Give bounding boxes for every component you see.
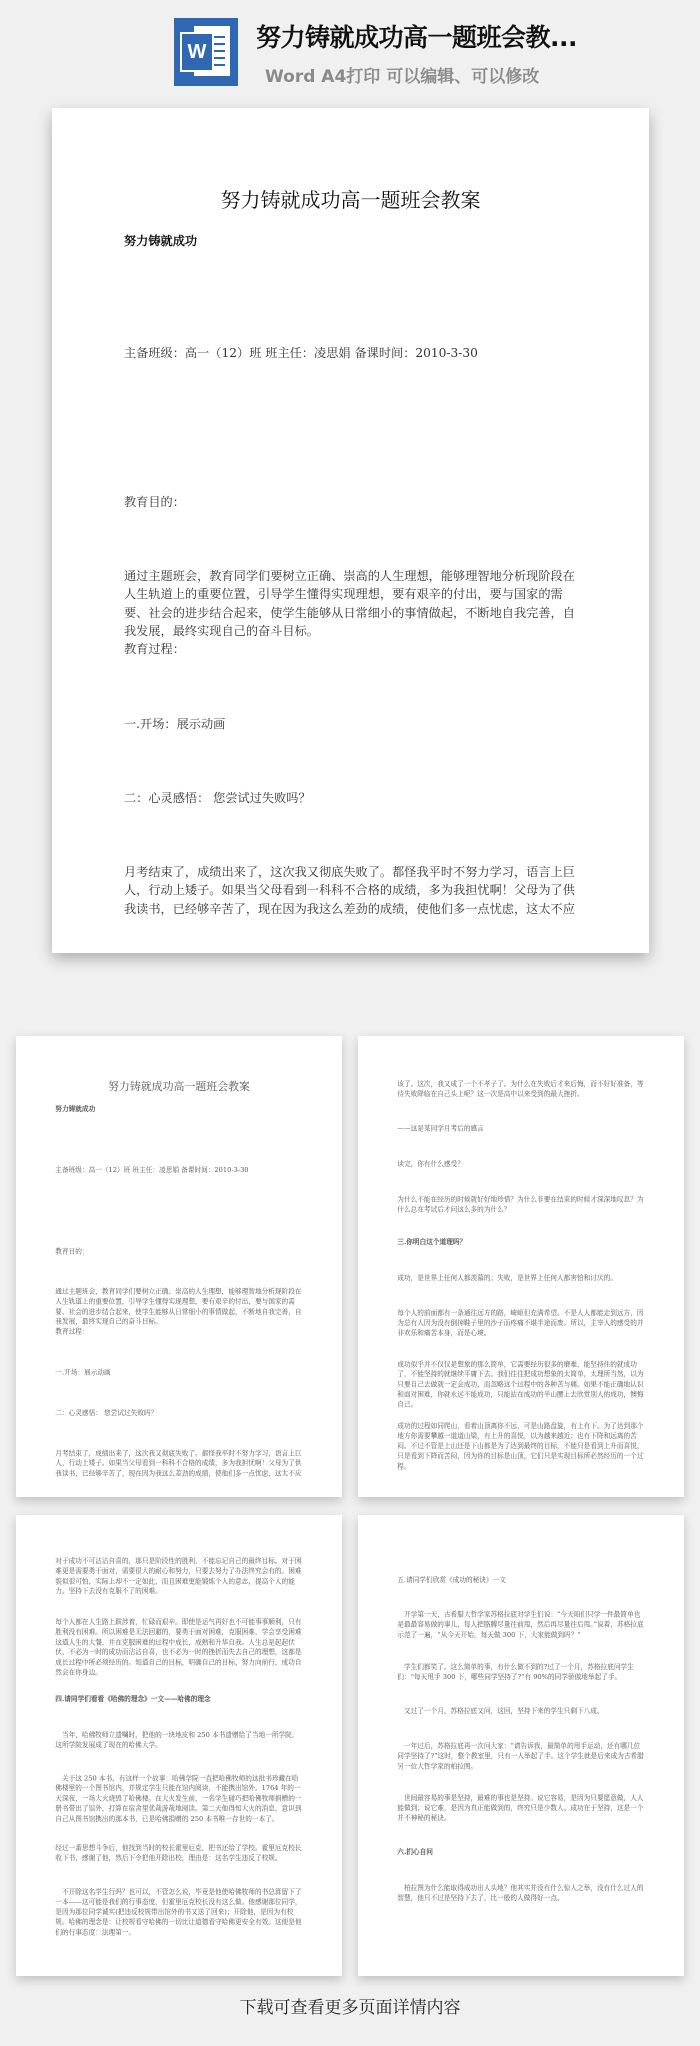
paragraph: 关于这 250 本书，有这样一个故事：哈佛学院一直把哈佛牧师的这批书珍藏在哈佛楼里的一个图书馆内，并规定学生只能在馆内阅读，不能携出馆外。1764 年的一天深夜，一场大火烧毁了哈佛楼。在大火发生前，一名学生碰巧把哈佛牧师捐赠的一册书带出了馆外，打算在宿舍里优哉游哉地阅读。第二天他得知大火的消息，意识到自己从图书馆携出的那本书，已是哈佛捐赠的 250 本书唯一存世的一本了。 — [55, 1774, 302, 1823]
paragraph: 为什么不能在经历的时候就好好地珍惜？为什么非要在结束的时候才深深地叹息？为什么总在考试后才问这么多的为什么？ — [397, 1195, 644, 1214]
process-heading: 教育过程： — [124, 642, 185, 656]
paragraph: 成功的过程如同爬山，看着山顶离你不远，可是山路盘旋，有上有下。为了达到那个地方你需要攀越一道道山梁，有上升的喜悦，以为越来越近；也有下降和远离的苦闷。不过不管是上山还是下山都是为了达到最终的目标，不能只是看到上升而喜悦，只是看到下降而苦闷，因为你的目标是山顶，它们只是实现目标所必然经历的一个过程。 — [397, 1422, 644, 1470]
section-heading: 四.请同学们看看《哈佛的理念》一文——哈佛的理念 — [55, 1695, 211, 1703]
step-2: 二：心灵感悟： 您尝试过失败吗？ — [55, 1408, 158, 1417]
page-thumbnail-1[interactable] — [16, 1036, 342, 1497]
paragraph: 该了。这次，我又成了一个不孝子了。为什么在失败后才来后悔，而不好好准备，等待失败降临在自己头上呢？这一次是高中以来受到的最大挫折。 — [397, 1080, 644, 1098]
word-letter: W — [180, 32, 214, 72]
download-more-hint[interactable]: 下载可查看更多页面详情内容 — [239, 1998, 461, 2018]
paragraph: 五.请同学们欣赏《成功的秘诀》一文 — [397, 1576, 506, 1584]
paragraph: 读完，你有什么感受？ — [397, 1159, 464, 1168]
page-thumbnail-2[interactable] — [358, 1036, 684, 1497]
step-1: 一.开场：展示动画 — [124, 717, 226, 731]
paragraph: 开学第一天，古希腊大哲学家苏格拉底对学生们说：“今天咱们只学一件最简单也是最最容易做的事儿，每人把胳膊尽量往前甩，然后再尽量往后甩。”说着，苏格拉底示范了一遍，“从今天开始，每天做 300 下，大家能做到吗？” — [397, 1610, 644, 1639]
goal-text: 通过主题班会，教育同学们要树立正确、崇高的人生理想，能够理智地分析现阶段在人生轨道上的重要位置，引导学生懂得实现理想，要有艰辛的付出，要与国家的需要、社会的进步结合起来，使学生能够从日常细小的事情做起，不断地自我完善，自我发展，最终实现自己的奋斗目标。 — [55, 1287, 302, 1326]
paragraph: ——这是某同学月考后的感言 — [397, 1124, 484, 1133]
paragraph: 当年，哈佛牧师立遗嘱时，把他的一块地皮和 250 本书遗赠给了当地一所学院，这所学院发展成了现在的哈佛大学。 — [55, 1731, 299, 1749]
doc-title: 努力铸就成功高一题班会教案 — [108, 1079, 250, 1093]
paragraph: 经过一番思想斗争后，他找到当时的校长霍里厄克，把书还给了学校。霍里厄克校长收下书，感谢了他，然后下令把他开除出校，理由是：这名学生违反了校规。 — [55, 1844, 302, 1862]
paragraph: 不开除这名学生行吗？也可以，不管怎么说，毕竟是他使哈佛牧师的书总算留下了一本——这可能是我们的行事态度，但霍里厄克校长没有这么做。他感谢那位同学，是因为那位同学诚实(把违反校规带出馆外的书又送了回来)；开除他，是因为有校规。哈佛的理念是：让校规看守哈佛的一切比让道德看守哈佛更安全有效。这便是他们的行事态度：法理第一。 — [55, 1887, 302, 1936]
process-heading: 教育过程： — [55, 1327, 89, 1336]
story-text: 月考结束了，成绩出来了，这次我又彻底失败了。都怪我平时不努力学习，语言上巨人，行动上矮子。如果当父母看到一科科不合格的成绩，多为我担忧啊！父母为了供我读书，已经够辛苦了，现在因为我这么差劲的成绩，使他们多一点忧虑，这太不应 — [124, 865, 575, 916]
paragraph: 一年过后，苏格拉底再一次问大家：“请告诉我，最简单的甩手运动，还有哪几位同学坚持了?”这时，整个教室里，只有一人举起了手。这个学生就是后来成为古希腊另一位大哲学家的柏拉图。 — [397, 1742, 644, 1770]
paragraph: 世间最容易的事是坚持，最难的事也是坚持。说它容易，是因为只要愿意做，人人能做到；说它难，是因为真正能做到的，终究只是少数人。成功在于坚持，这是一个并不神秘的秘诀。 — [397, 1794, 644, 1822]
paragraph: 又过了一个月，苏格拉底又问，这回，坚持下来的学生只剩下八成。 — [397, 1707, 604, 1715]
document-subtitle: Word A4打印 可以编辑、可以修改 — [265, 67, 540, 87]
paragraph: 柏拉图为什么能取得成功出人头地？他其实并没有什么惊人之举，没有什么过人的智慧，他只不过是坚持下去了，比一般的人做得好一点。 — [397, 1884, 644, 1902]
paragraph: 成功，是世界上任何人都羡慕的；失败，是世界上任何人都害怕和讨厌的。 — [397, 1274, 617, 1282]
section-heading: 六.扪心自问 — [397, 1848, 433, 1856]
goal-text: 通过主题班会，教育同学们要树立正确、崇高的人生理想，能够理智地分析现阶段在人生轨道上的重要位置，引导学生懂得实现理想，要有艰辛的付出，要与国家的需要、社会的进步结合起来，使学生能够从日常细小的事情做起，不断地自我完善，自我发展，最终实现自己的奋斗目标。 — [124, 569, 575, 639]
doc-title: 努力铸就成功高一题班会教案 — [220, 188, 481, 212]
paragraph: 对于成功不可沾沾自喜的，那只是阶段性的胜利，不能忘记自己的最终目标。对于困难更是需要勇于面对，需要很大的耐心和努力，只要去努力了办法终究会有的。困难貌似很可怕，实际上却不一定如此，而且困难更能锻炼个人的意志，提高个人的能力。坚持下去没有克服不了的困难。 — [55, 1557, 302, 1595]
section-heading: 三.你明白这个道理吗？ — [397, 1238, 467, 1246]
goal-heading: 教育目的： — [124, 495, 185, 509]
document-title: 努力铸就成功高一题班会教... — [256, 23, 577, 52]
doc-info: 主备班级：高一（12）班 班主任：凌思娟 备课时间：2010-3-30 — [55, 1165, 249, 1174]
goal-heading: 教育目的： — [55, 1247, 89, 1255]
page-thumbnail-3[interactable] — [16, 1515, 342, 1976]
doc-info: 主备班级：高一（12）班 班主任：凌思娟 备课时间：2010-3-30 — [124, 346, 478, 360]
page-thumbnail-4[interactable] — [358, 1515, 684, 1976]
step-2: 二：心灵感悟： 您尝试过失败吗？ — [124, 791, 311, 805]
paragraph: 学生们都笑了。这么简单的事，有什么做不到的?过了一个月，苏格拉底问学生们：“每天甩手 300 下，哪些同学坚持了?”有 90%的同学骄傲地举起了手。 — [397, 1662, 634, 1681]
doc-subtitle: 努力铸就成功 — [55, 1104, 96, 1113]
paragraph: 每个人都在人生路上跋涉着，忙碌而艰辛。即使是运气再好也不可能事事顺利，只有胜利没有困难。所以困难是无法回避的，要勇于面对困难，克服困难，学会享受困难这道人生的大餐，并在克服困难的过程中成长，成熟和升华自我。人生总是起起伏伏，不必为一时的成功而沾沾自喜，也不必为一时的挫折而失去自己的理想，这都是成长过程中所必须经历的。知道自己的目标，明确自己的目标，努力向前行，成功自然会在你身边。 — [55, 1618, 302, 1677]
story-text: 月考结束了，成绩出来了，这次我又彻底失败了。都怪我平时不努力学习，语言上巨人，行动上矮子。如果当父母看到一科科不合格的成绩，多为我担忧啊！父母为了供我读书，已经够辛苦了，现在因为我这么差劲的成绩，使他们多一点忧虑，这太不应 — [55, 1449, 302, 1478]
doc-subtitle: 努力铸就成功 — [124, 234, 198, 248]
main-page-preview — [52, 108, 649, 953]
step-1: 一.开场：展示动画 — [55, 1368, 111, 1377]
word-document-icon — [174, 18, 238, 86]
paragraph: 成功似乎并不仅仅是想象的那么简单，它需要经历很多的磨难，能坚持住的就成功了，不能坚持的就继续平庸下去。我们往往把成功想象的太简单，太理所当然，以为只要自己去做就一定会成功，而忽略这个过程中的各种苦与痛。如果不能正确地认识和面对困难，你就永远不能成功，只能站在成功的半山腰上去欣赏别人的成功，懊悔自己。 — [397, 1360, 644, 1409]
paragraph: 每个人的前面都有一条通往远方的路，崎岖但充满希望。不是人人都能走到远方，因为总有人因为没有倒掉鞋子里的沙子而疼痛不堪半途而废。所以，主宰人的感受的并非欢乐和痛苦本身，而是心境。 — [397, 1309, 644, 1337]
